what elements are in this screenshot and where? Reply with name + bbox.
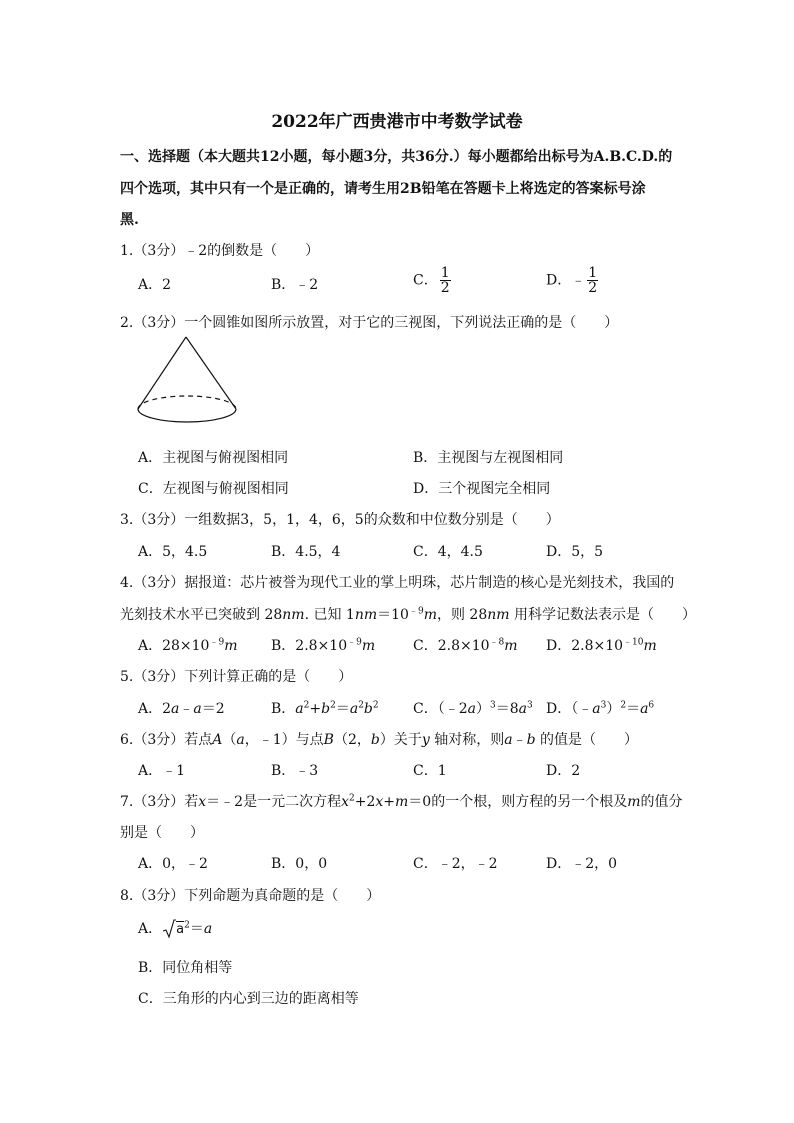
var: b — [370, 732, 380, 748]
t: ＝ — [626, 701, 641, 717]
var: b — [321, 701, 331, 717]
var: x — [375, 794, 384, 810]
fraction-numerator: 1 — [588, 265, 598, 281]
t: + — [383, 794, 396, 810]
q1-option-d-label: D．﹣ — [546, 272, 586, 289]
q4-text: . 已知 1 — [304, 607, 355, 623]
t: ＝﹣2是一元二次方程 — [206, 794, 342, 810]
exp: 2 — [303, 700, 310, 711]
var: a — [467, 701, 476, 717]
exp: 6 — [648, 700, 655, 711]
exp: 2 — [372, 700, 379, 711]
var: b — [526, 732, 536, 748]
q3-stem: 3.（3分）一组数据3，5，1，4，6，5的众数和中位数分别是（ ） — [120, 512, 560, 528]
exp: 2 — [349, 793, 355, 804]
q6-option-a: A．﹣1 — [138, 763, 186, 779]
q4-unit-nm: nm — [354, 607, 378, 623]
q5-option-c — [413, 698, 533, 718]
q4-option-b — [271, 635, 375, 655]
t: +2 — [354, 794, 376, 810]
t: ） — [475, 701, 490, 717]
t: C．（﹣2 — [413, 701, 468, 717]
cone-figure — [135, 334, 240, 430]
exp: 3 — [527, 700, 533, 711]
q4-option-a-text: A．28×10 — [138, 638, 210, 654]
var: A — [212, 732, 223, 748]
q4-unit-nm: nm — [282, 607, 305, 623]
var: b — [363, 701, 373, 717]
q4-text: 光刻技术水平已突破到 28 — [120, 607, 283, 623]
q7-stem-line2: 别是（ ） — [120, 825, 204, 841]
var: m — [395, 794, 409, 810]
var: B — [323, 732, 334, 748]
q4-stem-line2 — [120, 604, 696, 624]
q1-stem: 1.（3分）﹣2的倒数是（ ） — [120, 243, 320, 259]
q7-stem-line1 — [120, 791, 683, 811]
q4-option-c-text: C．2.8×10 — [413, 638, 490, 654]
t: ，﹣1）与点 — [244, 732, 324, 748]
exp: 3 — [600, 700, 607, 711]
var: a — [171, 701, 180, 717]
q4-stem-line1: 4.（3分）据报道：芯片被誉为现代工业的掌上明珠，芯片制造的核心是光刻技术，我国的 — [120, 575, 675, 591]
q3-option-b: B．4.5，4 — [271, 544, 341, 560]
var: a — [236, 732, 245, 748]
t: B． — [271, 701, 296, 717]
q6-option-b: B．﹣3 — [271, 763, 319, 779]
var: a — [504, 732, 513, 748]
t: 的值是（ ） — [535, 732, 639, 748]
var: a — [193, 701, 202, 717]
var: a — [295, 701, 304, 717]
t: （2， — [333, 732, 371, 748]
q1-option-c-label: C． — [413, 272, 438, 289]
fraction-numerator: 1 — [440, 265, 450, 281]
var: x — [198, 794, 207, 810]
var: x — [341, 794, 349, 810]
q4-text: 用科学记数法表示是（ ） — [509, 607, 696, 623]
section-heading-line1: 一、选择题（本大题共12小题，每小题3分，共36分.）每小题都给出标号为A.B.C.D.的 — [120, 149, 673, 165]
section-heading-line3: 黑. — [120, 212, 139, 228]
t: D．（﹣ — [546, 701, 593, 717]
q1-option-a: A．2 — [138, 277, 172, 293]
t: （ — [222, 732, 237, 748]
q7-option-c: C．﹣2，﹣2 — [413, 856, 498, 872]
unit: m — [643, 638, 657, 654]
var: a — [640, 701, 649, 717]
q1-option-b: B．﹣2 — [271, 277, 319, 293]
q4-option-c — [413, 635, 518, 655]
t: ＝8 — [495, 701, 519, 717]
exp: 2 — [184, 920, 190, 931]
exponent: ﹣9 — [347, 637, 362, 648]
fraction-denominator: 2 — [588, 280, 598, 296]
q7-option-d: D．﹣2，0 — [546, 856, 618, 872]
q2-stem: 2.（3分）一个圆锥如图所示放置，对于它的三视图，下列说法正确的是（ ） — [120, 315, 619, 331]
t: 6.（3分）若点 — [120, 732, 213, 748]
exp: 2 — [330, 700, 336, 711]
q4-unit-m: m — [423, 607, 437, 623]
exponent: ﹣9 — [209, 637, 225, 648]
q5-option-b — [271, 698, 379, 718]
q7-option-b: B．0，0 — [271, 856, 328, 872]
radicand: a — [176, 922, 185, 937]
unit: m — [504, 638, 518, 654]
unit: m — [224, 638, 238, 654]
fraction — [587, 266, 598, 295]
q4-text: ＝10 — [377, 607, 409, 623]
exp: 2 — [358, 700, 364, 711]
q5-option-d — [546, 698, 654, 718]
q3-option-c: C．4，4.5 — [413, 544, 483, 560]
q4-option-b-text: B．2.8×10 — [271, 638, 348, 654]
q4-unit-nm: nm — [487, 607, 510, 623]
unit: m — [361, 638, 376, 654]
exp: 2 — [620, 700, 627, 711]
exponent: ﹣8 — [489, 637, 505, 648]
t: + — [309, 701, 322, 717]
q6-option-c: C．1 — [413, 763, 447, 779]
q8-option-c: C．三角形的内心到三边的距离相等 — [138, 991, 359, 1007]
q4-option-d-text: D．2.8×10 — [546, 638, 624, 654]
q7-option-a: A．0，﹣2 — [138, 856, 208, 872]
q1-option-c — [413, 266, 451, 295]
var: a — [349, 701, 359, 717]
t: ﹣ — [512, 732, 527, 748]
page-title: 2022年广西贵港市中考数学试卷 — [271, 112, 523, 132]
q4-text: ，则 28 — [436, 607, 488, 623]
sqrt-sign — [162, 919, 176, 939]
var: a — [592, 701, 601, 717]
q2-option-c: C．左视图与俯视图相同 — [138, 481, 289, 497]
t: ＝2 — [201, 701, 225, 717]
q3-option-d: D．5，5 — [546, 544, 604, 560]
q4-exponent: ﹣9 — [408, 606, 424, 617]
q8-option-a — [138, 918, 212, 939]
var: y — [421, 732, 430, 748]
q2-option-b: B．主视图与左视图相同 — [413, 450, 564, 466]
q6-option-d: D．2 — [546, 763, 581, 779]
section-heading-line2: 四个选项，其中只有一个是正确的，请考生用2B铅笔在答题卡上将选定的答案标号涂 — [120, 181, 646, 197]
q5-stem: 5.（3分）下列计算正确的是（ ） — [120, 669, 353, 685]
q6-stem — [120, 729, 638, 749]
var: a — [203, 921, 213, 937]
t: ） — [606, 701, 621, 717]
t: 轴对称，则 — [429, 732, 505, 748]
q2-option-d: D．三个视图完全相同 — [413, 481, 551, 497]
t: ）关于 — [379, 732, 422, 748]
var: a — [518, 701, 527, 717]
t: 的值分 — [640, 794, 683, 810]
q2-option-a: A．主视图与俯视图相同 — [138, 450, 289, 466]
t: ＝0的一个根，则方程的另一个根及 — [408, 794, 628, 810]
q5-option-a — [138, 698, 225, 718]
t: 7.（3分）若 — [120, 794, 199, 810]
t: A．2 — [138, 701, 172, 717]
t: A． — [138, 921, 163, 937]
q8-stem: 8.（3分）下列命题为真命题的是（ ） — [120, 888, 381, 904]
q1-option-d — [546, 266, 598, 295]
q4-option-d — [546, 635, 657, 655]
q4-option-a — [138, 635, 238, 655]
t: ＝ — [335, 701, 350, 717]
t: ﹣ — [179, 701, 194, 717]
var: m — [627, 794, 641, 810]
q8-option-b: B．同位角相等 — [138, 960, 233, 976]
fraction-denominator: 2 — [440, 280, 450, 296]
fraction — [440, 266, 451, 295]
exp: 3 — [489, 700, 496, 711]
t: ＝ — [189, 921, 204, 937]
q3-option-a: A．5，4.5 — [138, 544, 208, 560]
exponent: ﹣10 — [623, 637, 644, 648]
